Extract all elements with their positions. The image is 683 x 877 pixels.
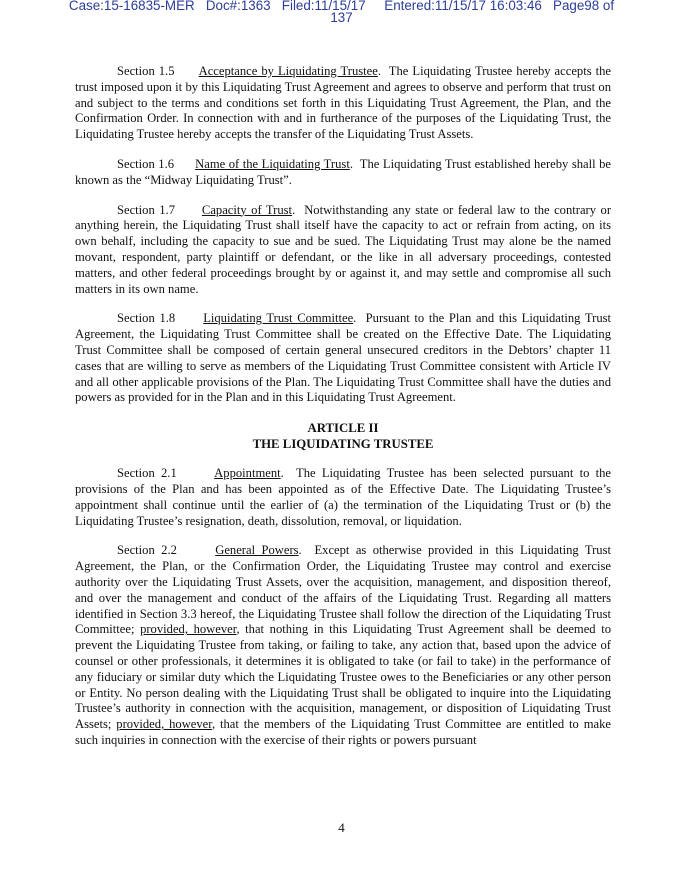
section-body: The Liquidating Trustee hereby accepts the trust imposed upon it by this Liquidating Trust Agreement and agrees to observe and perform that trust on and subject to the terms and conditions set forth in this Liquidating Trust Agreement, the Plan, and the Confirmation Order. In connection with and in furtherance of the purposes of the Liquidating Trust, the Liquidating Trustee hereby accepts the transfer of the Liquidating Trust Assets. (75, 64, 612, 142)
article-title: THE LIQUIDATING TRUSTEE (252, 437, 434, 452)
section-number: Section 1.5 (117, 64, 175, 78)
document-body (75, 64, 611, 763)
section-number: Section 2.2 (117, 543, 177, 558)
section-number: Section 1.7 (117, 202, 176, 217)
section-title: Name of the Liquidating Trust (195, 156, 350, 171)
proviso-2: provided, however (116, 717, 212, 732)
court-filing-header (0, 0, 683, 24)
section-number: Section 1.8 (117, 311, 176, 326)
page-number: 4 (338, 820, 345, 835)
section-body: The Liquidating Trustee has been selected pursuant to the provisions of the Plan and has been appointed as of the Effective Date. The Liquidating Trustee’s appointment shall continue until the earlier of (a) the termination of the Liquidating Trust or (b) the Liquidating Trustee’s resignation, death, dissolution, removal, or liquidation. (75, 466, 612, 528)
section-number: Section 2.1 (117, 466, 177, 481)
section-title: Appointment (214, 466, 281, 481)
section-title: Acceptance by Liquidating Trustee (198, 64, 378, 78)
section-title: General Powers (215, 543, 299, 558)
section-1-7: Section 1.7 Capacity of Trust. Notwithstanding any state or federal law to the contrary or anything herein, the Liquidating Trust shall itself have the capacity to act or refrain from acting, on its own behalf, including the capacity to sue and be sued. The Liquidating Trust may alone be the named movant, respondent, party plaintiff or defendant, or the like in all adversary proceedings, contested matters, and other federal proceedings brought by or against it, and may settle and compromise all such matters in its own name. (75, 202, 612, 296)
section-2-2: Section 2.2 General Powers. Except as otherwise provided in this Liquidating Trust Agreement, the Plan, or the Confirmation Order, the Liquidating Trustee may control and exercise authority over the Liquidating Trust Assets, over the acquisition, management, and disposition thereof, and over the management and conduct of the affairs of the Liquidating Trust. Regarding all matters identified in Section 3.3 hereof, the Liquidating Trustee shall follow the direction of the Liquidating Trust Committee; provided, however, that nothing in this Liquidating Trust Agreement shall be deemed to prevent the Liquidating Trustee from taking, or failing to take, any action that, based upon the advice of counsel or other professionals, it determines it is obligated to take (or fail to take) in the performance of any fiduciary or similar duty which the Liquidating Trustee owes to the Beneficiaries or any other person or Entity. No person dealing with the Liquidating Trust shall be obligated to inquire into the Liquidating Trustee’s authority in connection with the acquisition, management, or disposition of Liquidating Trust Assets; provided, however, that the members of the Liquidating Trust Committee are entitled to make such inquiries in connection with the exercise of their rights or powers pursuant (75, 543, 612, 747)
section-body: Notwithstanding any state or federal law to the contrary or anything herein, the Liquidating Trust shall itself have the capacity to act or refrain from acting, on its own behalf, including the capacity to sue and be sued. The Liquidating Trust may alone be the named movant, respondent, party plaintiff or defendant, or the like in all adversary proceedings, contested matters, and other federal proceedings brought by or against it, and may settle and compromise all such matters in its own name. (75, 202, 612, 296)
section-number: Section 1.6 (117, 156, 175, 171)
section-body: The Liquidating Trust established hereby shall be known as the “Midway Liquidating Trust”. (75, 156, 612, 187)
article-number: ARTICLE II (307, 421, 379, 436)
section-title: Liquidating Trust Committee (203, 311, 354, 326)
proviso-1: provided, however (140, 622, 237, 637)
article-heading (75, 420, 611, 452)
filing-header-line-1: Case:15-16835-MER Doc#:1363 Filed:11/15/17 Entered:11/15/17 16:03:46 Page98 of (68, 0, 615, 13)
section-1-6: Section 1.6 Name of the Liquidating Trust. The Liquidating Trust established hereby shall be known as the “Midway Liquidating Trust”. (75, 156, 612, 187)
filing-header-line-2: 137 (330, 10, 353, 25)
section-body-part-1: Except as otherwise provided in this Liquidating Trust Agreement, the Plan, or the Confirmation Order, the Liquidating Trustee may control and exercise authority over the Liquidating Trust Assets, over the acquisition, management, and disposition thereof, and over the management and conduct of the affairs of the Liquidating Trust. Regarding all matters identified in Section 3.3 hereof, the Liquidating Trustee shall follow the direction of the Liquidating Trust Committee; (75, 543, 612, 637)
section-body: Pursuant to the Plan and this Liquidating Trust Agreement, the Liquidating Trust Committee shall be created on the Effective Date. The Liquidating Trust Committee shall be composed of certain general unsecured creditors in the Debtors’ chapter 11 cases that are willing to serve as members of the Liquidating Trust Committee consistent with Article IV and all other applicable provisions of the Plan. The Liquidating Trust Committee shall have the duties and powers as provided for in the Plan and in this Liquidating Trust Agreement. (75, 311, 612, 405)
section-1-5: Section 1.5 Acceptance by Liquidating Trustee. The Liquidating Trustee hereby accepts the trust imposed upon it by this Liquidating Trust Agreement and agrees to observe and perform that trust on and subject to the terms and conditions set forth in this Liquidating Trust Agreement, the Plan, and the Confirmation Order. In connection with and in furtherance of the purposes of the Liquidating Trust, the Liquidating Trustee hereby accepts the transfer of the Liquidating Trust Assets. (75, 64, 612, 142)
section-1-8: Section 1.8 Liquidating Trust Committee. Pursuant to the Plan and this Liquidating Trust Agreement, the Liquidating Trust Committee shall be created on the Effective Date. The Liquidating Trust Committee shall be composed of certain general unsecured creditors in the Debtors’ chapter 11 cases that are willing to serve as members of the Liquidating Trust Committee consistent with Article IV and all other applicable provisions of the Plan. The Liquidating Trust Committee shall have the duties and powers as provided for in the Plan and in this Liquidating Trust Agreement. (75, 311, 612, 405)
section-2-1: Section 2.1 Appointment. The Liquidating Trustee has been selected pursuant to the provisions of the Plan and has been appointed as of the Effective Date. The Liquidating Trustee’s appointment shall continue until the earlier of (a) the termination of the Liquidating Trust or (b) the Liquidating Trustee’s resignation, death, dissolution, removal, or liquidation. (75, 466, 612, 528)
section-title: Capacity of Trust (201, 202, 293, 217)
section-body-part-3: , that the members of the Liquidating Trust Committee are entitled to make such inquiries in connection with the exercise of their rights or powers pursuant (75, 717, 612, 747)
section-body-part-2: , that nothing in this Liquidating Trust Agreement shall be deemed to prevent the Liquidating Trustee from taking, or failing to take, any action that, based upon the advice of counsel or other professionals, it determines it is obligated to take (or fail to take) in the performance of any fiduciary or similar duty which the Liquidating Trustee owes to the Beneficiaries or any other person or Entity. No person dealing with the Liquidating Trust shall be obligated to inquire into the Liquidating Trustee’s authority in connection with the acquisition, management, or disposition of Liquidating Trust Assets; (75, 622, 611, 732)
